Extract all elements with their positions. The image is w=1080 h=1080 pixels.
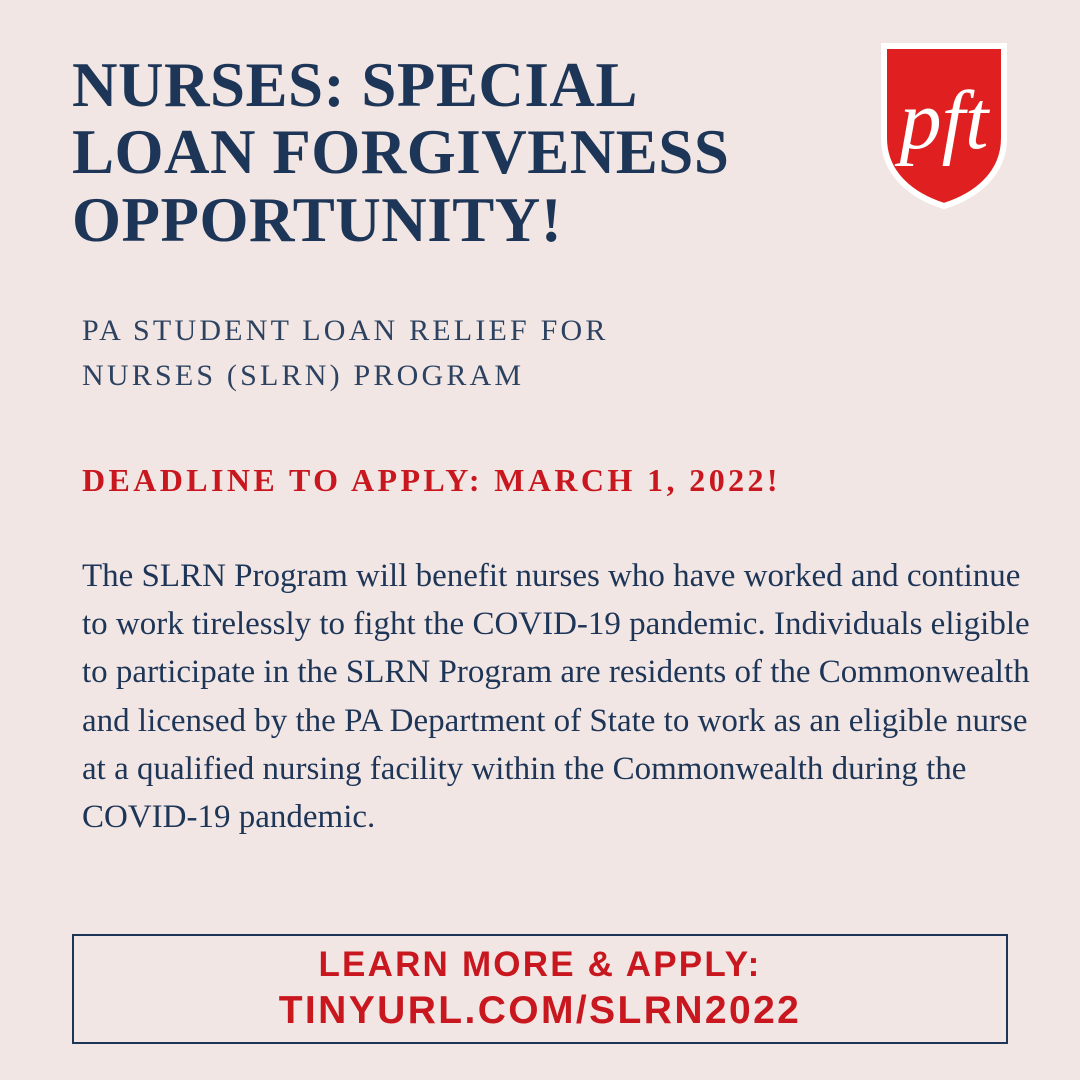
pft-shield-logo: [880, 42, 1008, 210]
page-title: [72, 52, 792, 254]
subhead-line-2: NURSES (SLRN) PROGRAM: [82, 359, 525, 392]
headline-line-3: OPPORTUNITY!: [72, 184, 563, 255]
headline-line-2: LOAN FORGIVENESS: [72, 117, 730, 188]
body-paragraph: The SLRN Program will benefit nurses who have worked and continue to work tirelessly to fight the COVID-19 pandemic. Individuals eligible to participate in the SLRN Program are residents of the Commonwealth and licensed by the PA Department of State to work as an eligible nurse at a qualified nursing facility within the Commonwealth during the COVID-19 pandemic.: [82, 558, 1030, 835]
deadline-text: DEADLINE TO APPLY: MARCH 1, 2022!: [82, 462, 781, 498]
cta-label: LEARN MORE & APPLY:: [318, 944, 762, 984]
subhead-line-1: PA STUDENT LOAN RELIEF FOR: [82, 314, 609, 347]
program-subtitle: [82, 308, 842, 398]
cta-banner[interactable]: [72, 934, 1008, 1044]
logo-monogram: pft: [899, 74, 989, 167]
cta-url[interactable]: TINYURL.COM/SLRN2022: [278, 988, 802, 1032]
headline-line-1: NURSES: SPECIAL: [72, 50, 638, 120]
